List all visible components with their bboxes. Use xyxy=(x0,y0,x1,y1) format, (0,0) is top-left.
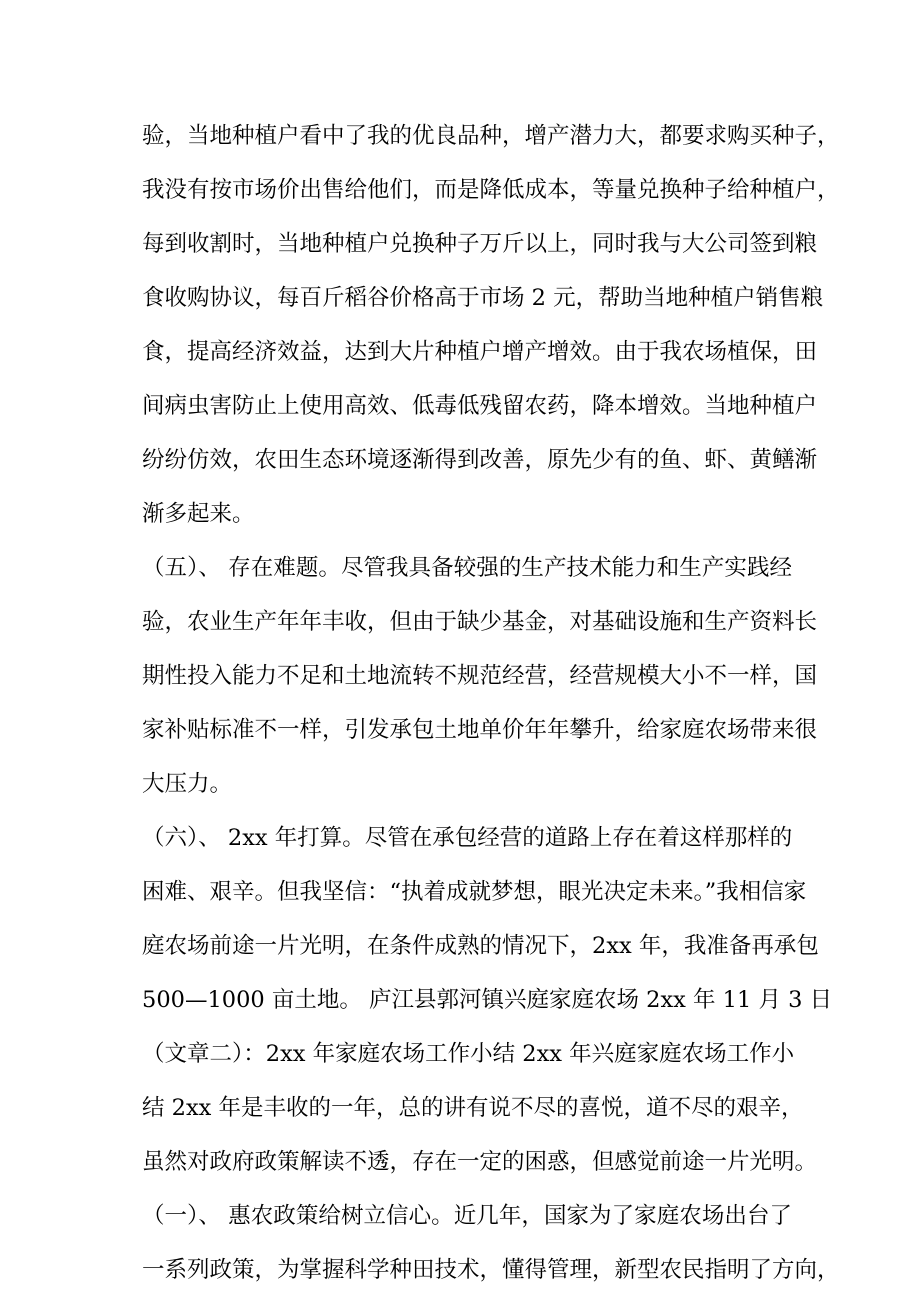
paragraph-start-line: （一）、 惠农政策给树立信心。近几年，国家为了家庭农场出台了 xyxy=(142,1203,792,1229)
paragraph-start-line: （五）、 存在难题。尽管我具备较强的生产技术能力和生产实践经 xyxy=(142,555,792,581)
text-line: 我没有按市场价出售给他们，而是降低成本，等量兑换种子给种植户， xyxy=(142,177,840,203)
text-line: 食收购协议，每百斤稻谷价格高于市场 2 元，帮助当地种植户销售粮 xyxy=(142,285,824,311)
text-line: 食，提高经济效益，达到大片种植户增产增效。由于我农场植保，田 xyxy=(142,339,818,365)
text-line: 一系列政策，为掌握科学种田技术，懂得管理，新型农民指明了方向， xyxy=(142,1257,840,1283)
text-line: 家补贴标准不一样，引发承包土地单价年年攀升，给家庭农场带来很 xyxy=(142,717,818,743)
text-line: 纷纷仿效，农田生态环境逐渐得到改善，原先少有的鱼、虾、黄鳝渐 xyxy=(142,447,818,473)
text-line: 验，农业生产年年丰收，但由于缺少基金，对基础设施和生产资料长 xyxy=(142,609,818,635)
text-line: 庭农场前途一片光明，在条件成熟的情况下，2xx 年，我准备再承包 xyxy=(142,933,819,959)
text-line: 验，当地种植户看中了我的优良品种，增产潜力大，都要求购买种子， xyxy=(142,123,840,149)
text-line: 每到收割时，当地种植户兑换种子万斤以上，同时我与大公司签到粮 xyxy=(142,231,818,257)
text-line: 渐多起来。 xyxy=(142,501,255,527)
paragraph-start-line: （六）、 2xx 年打算。尽管在承包经营的道路上存在着这样那样的 xyxy=(142,825,793,851)
text-line: 虽然对政府政策解读不透，存在一定的困惑，但感觉前途一片光明。 xyxy=(142,1149,818,1175)
paragraph-start-line: （文章二）：2xx 年家庭农场工作小结 2xx 年兴庭家庭农场工作小 xyxy=(142,1041,795,1067)
body-text xyxy=(142,116,840,1304)
text-line: 大压力。 xyxy=(142,771,233,797)
text-line: 结 2xx 年是丰收的一年，总的讲有说不尽的喜悦，道不尽的艰辛， xyxy=(142,1095,804,1121)
text-line: 期性投入能力不足和土地流转不规范经营，经营规模大小不一样，国 xyxy=(142,663,818,689)
text-line: 困难、艰辛。但我坚信：“执着成就梦想，眼光决定未来。”我相信家 xyxy=(142,879,807,905)
text-line: 间病虫害防止上使用高效、低毒低残留农药，降本增效。当地种植户 xyxy=(142,393,818,419)
text-line: 500—1000 亩土地。 庐江县郭河镇兴庭家庭农场 2xx 年 11 月 3 日 xyxy=(142,987,833,1013)
